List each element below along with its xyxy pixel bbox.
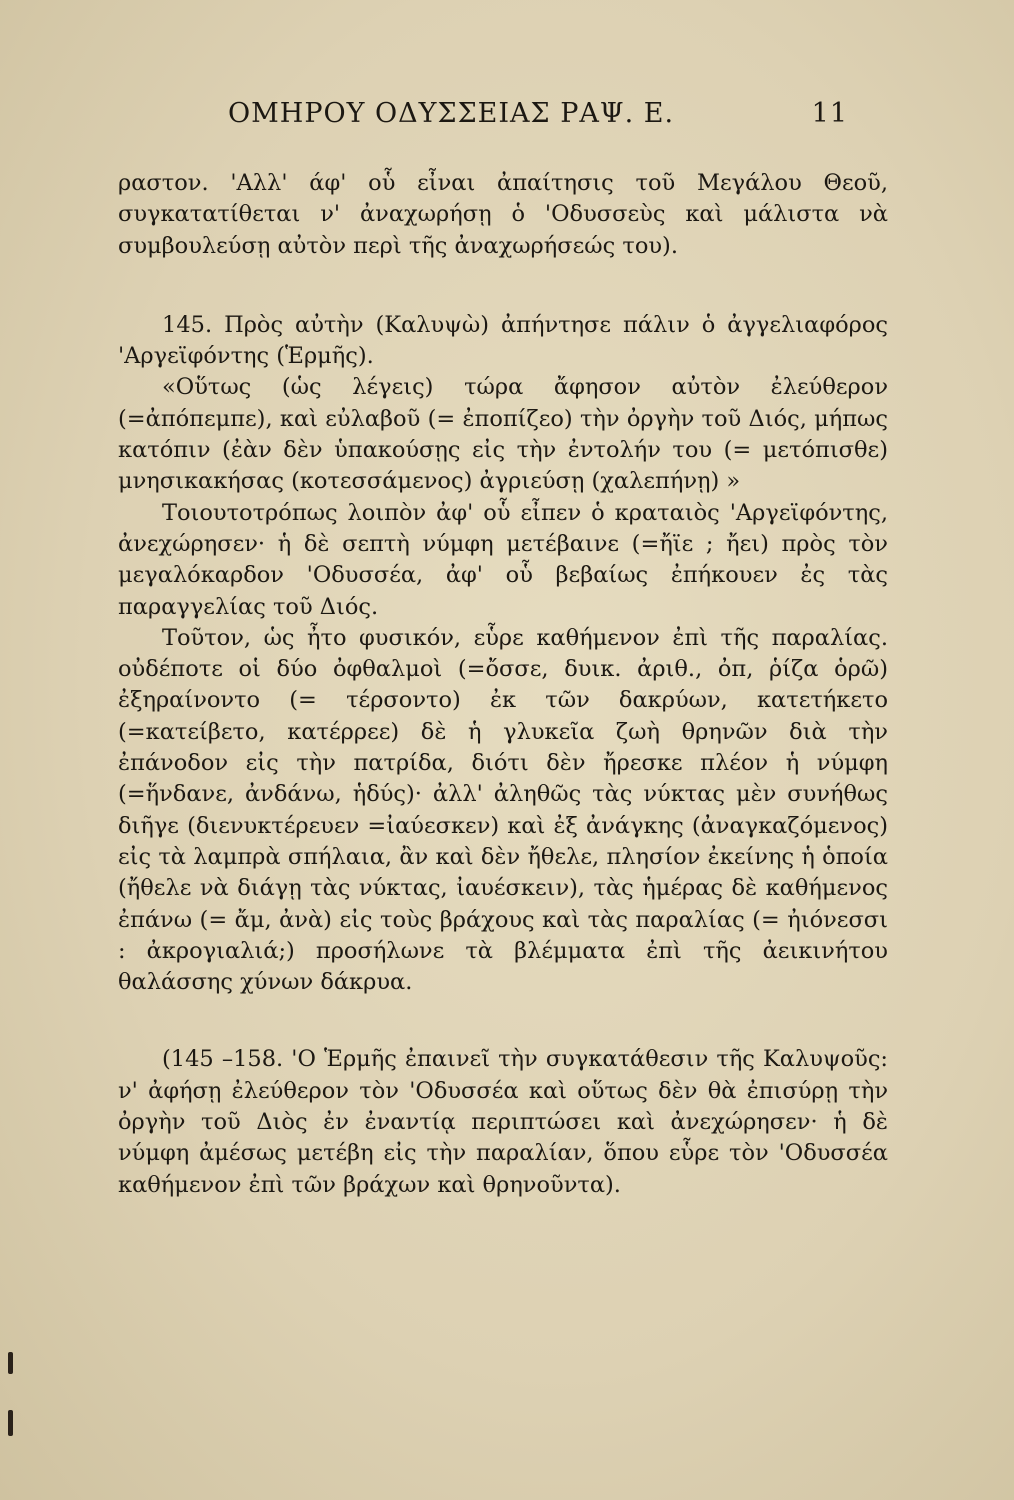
running-header bbox=[228, 98, 848, 138]
body-text bbox=[118, 168, 888, 1201]
paragraph-odysseus-weeping: Τοῦτον, ὡς ἦτο φυσικόν, εὗρε καθήμενον ἐπὶ τῆς παραλίας. οὐδέποτε οἱ δύο ὀφθαλμοὶ (=ὄσσε, δυικ. ἀριθ., ὀπ, ῥίζα ὁρῶ) ἐξηραίνοντο (= τέρσοντο) ἐκ τῶν δακρύων, κατετήκετο (=κατείβετο, κατέρρεε) δὲ ἡ γλυκεῖα ζωὴ θρηνῶν διὰ τὴν ἐπάνοδον εἰς τὴν πατρίδα, διότι δὲν ἤρεσκε πλέον ἡ νύμφη (=ἥνδανε, ἀνδάνω, ἡδύς)· ἀλλ' ἀληθῶς τὰς νύκτας μὲν συνήθως διῆγε (διενυκτέρευεν =ἰαύεσκεν) καὶ ἐξ ἀνάγκης (ἀναγκαζόμενος) εἰς τὰ λαμπρὰ σπήλαια, ἂν καὶ δὲν ἤθελε, πλησίον ἐκείνης ἡ ὁποία (ἤθελε νὰ διάγῃ τὰς νύκτας, ἰαυέσκειν), τὰς ἡμέρας δὲ καθήμενος ἐπάνω (= ἄμ, ἀνὰ) εἰς τοὺς βράχους καὶ τὰς παραλίας (= ἠιόνεσσι : ἀκρογιαλιά;) προσήλωνε τὰ βλέμματα ἐπὶ τῆς ἀεικινήτου θαλάσσης χύνων δάκρυα. bbox=[118, 624, 888, 996]
paragraph-departure: Τοιουτοτρόπως λοιπὸν ἀφ' οὗ εἶπεν ὁ κραταιὸς 'Αργεϊφόντης, ἀνεχώρησεν· ἡ δὲ σεπτὴ νύμφη μετέβαινε (=ἤϊε ; ἤει) πρὸς τὸν μεγαλόκαρδον 'Οδυσσέα, ἀφ' οὗ βεβαίως ἐπήκουεν ἐς τὰς παραγγελίας τοῦ Διός. bbox=[118, 499, 888, 620]
paragraph-summary-145-158: (145 –158. 'Ο Ἑρμῆς ἐπαινεῖ τὴν συγκατάθεσιν τῆς Καλυψοῦς: ν' ἀφήσῃ ἐλεύθερον τὸν 'Οδυσσέα καὶ οὕτως δὲν θὰ ἐπισύρῃ τὴν ὀργὴν τοῦ Διὸς ἐν ἐναντίᾳ περιπτώσει καὶ ἀνεχώρησεν· ἡ δὲ νύμφη ἀμέσως μετέβη εἰς τὴν παραλίαν, ὅπου εὗρε τὸν 'Οδυσσέα καθήμενον ἐπὶ τῶν βράχων καὶ θρηνοῦντα). bbox=[118, 1046, 888, 1198]
paragraph-gap bbox=[118, 262, 888, 310]
margin-mark bbox=[8, 1410, 13, 1436]
paragraph-verse-145: 145. Πρὸς αὐτὴν (Καλυψὼ) ἀπήντησε πάλιν ὁ ἀγγελιαφόρος 'Αργεϊφόντης (Ἑρμῆς). bbox=[118, 311, 888, 370]
page-number: 11 bbox=[811, 98, 848, 129]
header-title: ΟΜΗΡΟΥ ΟΔΥΣΣΕΙΑΣ ΡΑΨ. Ε. bbox=[228, 98, 675, 129]
margin-mark bbox=[8, 1352, 13, 1374]
paragraph-hermes-speech: «Οὕτως (ὡς λέγεις) τώρα ἄφησον αὐτὸν ἐλεύθερον (=ἀπόπεμπε), καὶ εὐλαβοῦ (= ἐποπίζεο) τὴν ὀργὴν τοῦ Διός, μήπως κατόπιν (ἐὰν δὲν ὑπακούσῃς εἰς τὴν ἐντολήν του (= μετόπισθε) μνησικακήσας (κοτεσσάμενος) ἀγριεύσῃ (χαλεπήνῃ) » bbox=[118, 374, 888, 495]
paragraph-continuation: ραστον. 'Αλλ' άφ' οὗ εἶναι ἀπαίτησις τοῦ Μεγάλου Θεοῦ, συγκατατίθεται ν' ἀναχωρήσῃ ὁ 'Οδυσσεὺς καὶ μάλιστα νὰ συμβουλεύσῃ αὐτὸν περὶ τῆς ἀναχωρήσεώς του). bbox=[118, 170, 888, 259]
paragraph-gap bbox=[118, 998, 888, 1044]
